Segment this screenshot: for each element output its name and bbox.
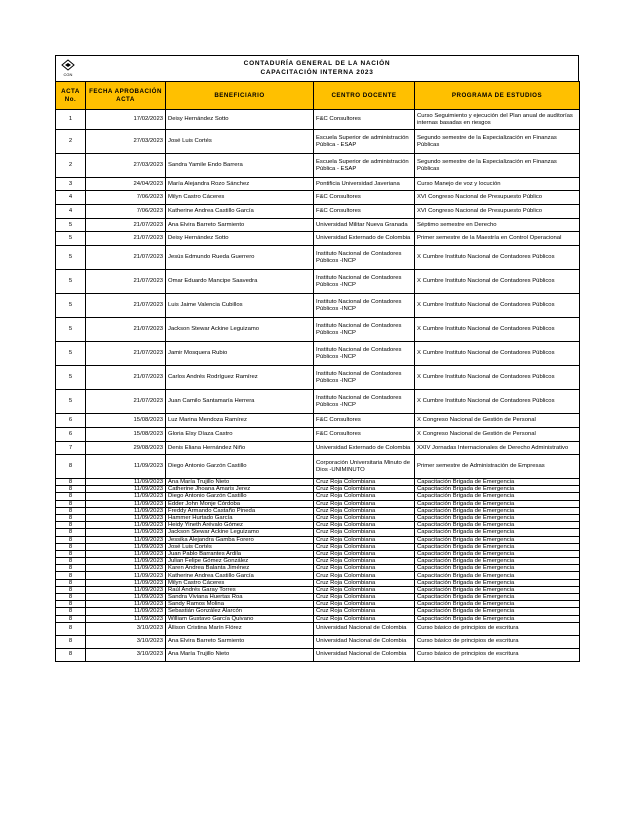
- cell-programa: Capacitación Brigada de Emergencia: [415, 500, 580, 507]
- cell-beneficiario: Deisy Hernández Sotto: [166, 110, 314, 130]
- title-line-2: CAPACITACIÓN INTERNA 2023: [260, 69, 374, 76]
- cell-acta: 8: [56, 550, 86, 557]
- table-row: [56, 543, 580, 550]
- table-row: [56, 514, 580, 521]
- cell-centro-docente: Cruz Roja Colombiana: [314, 586, 415, 593]
- cell-beneficiario: Raúl Andrés Garay Torres: [166, 586, 314, 593]
- table-row: [56, 219, 580, 232]
- cell-centro-docente: Cruz Roja Colombiana: [314, 615, 415, 622]
- cell-programa: Primer semestre de la Maestría en Control Operacional: [415, 232, 580, 246]
- cell-centro-docente: Corporación Universitaria Minuto de Dios -UNIMINUTO: [314, 455, 415, 479]
- cell-beneficiario: Ana Elvira Barreto Sarmiento: [166, 219, 314, 232]
- cell-beneficiario: Ana María Trujillo Nieto: [166, 648, 314, 661]
- cell-fecha: 7/06/2023: [86, 191, 166, 205]
- cell-beneficiario: Diego Antonio Garzón Castillo: [166, 455, 314, 479]
- cell-fecha: 21/07/2023: [86, 270, 166, 294]
- cell-fecha: 21/07/2023: [86, 294, 166, 318]
- title-line-1: CONTADURÍA GENERAL DE LA NACIÓN: [243, 60, 391, 67]
- cell-centro-docente: Universidad Nacional de Colombia: [314, 635, 415, 648]
- cell-centro-docente: Universidad Externado de Colombia: [314, 232, 415, 246]
- table-row: [56, 635, 580, 648]
- table-row: [56, 428, 580, 442]
- table-row: [56, 522, 580, 529]
- cell-fecha: 15/08/2023: [86, 428, 166, 442]
- cell-programa: Capacitación Brigada de Emergencia: [415, 608, 580, 615]
- cell-beneficiario: Heidy Yineth Arévalo Gómez: [166, 522, 314, 529]
- cell-fecha: 11/09/2023: [86, 572, 166, 579]
- cell-centro-docente: Pontificia Universidad Javeriana: [314, 178, 415, 191]
- cell-programa: Curso Manejo de voz y locución: [415, 178, 580, 191]
- cell-beneficiario: Edder John Monje Córdoba: [166, 500, 314, 507]
- cell-acta: 8: [56, 594, 86, 601]
- cell-beneficiario: William Gustavo García Quivano: [166, 615, 314, 622]
- cell-beneficiario: Catherine Jhoana Amaris Jerez: [166, 486, 314, 493]
- cell-programa: Capacitación Brigada de Emergencia: [415, 550, 580, 557]
- table-row: [56, 493, 580, 500]
- cell-centro-docente: Cruz Roja Colombiana: [314, 558, 415, 565]
- cell-centro-docente: F&C Consultores: [314, 191, 415, 205]
- cell-acta: 2: [56, 154, 86, 178]
- cell-fecha: 11/09/2023: [86, 514, 166, 521]
- cell-acta: 8: [56, 486, 86, 493]
- cell-programa: Capacitación Brigada de Emergencia: [415, 507, 580, 514]
- table-row: [56, 622, 580, 635]
- cell-beneficiario: José Luis Cortés: [166, 543, 314, 550]
- cell-beneficiario: Jesús Edmundo Rueda Guerrero: [166, 246, 314, 270]
- cell-beneficiario: Sandy Ramos Molina: [166, 601, 314, 608]
- cell-beneficiario: Freddy Armando Castaño Pineda: [166, 507, 314, 514]
- cell-acta: 8: [56, 608, 86, 615]
- cell-centro-docente: Universidad Externado de Colombia: [314, 442, 415, 455]
- cell-acta: 5: [56, 232, 86, 246]
- cell-programa: Capacitación Brigada de Emergencia: [415, 572, 580, 579]
- cell-acta: 5: [56, 270, 86, 294]
- cell-programa: Capacitación Brigada de Emergencia: [415, 536, 580, 543]
- cell-programa: Séptimo semestre en Derecho: [415, 219, 580, 232]
- cell-beneficiario: Ana Elvira Barreto Sarmiento: [166, 635, 314, 648]
- cell-fecha: 3/10/2023: [86, 635, 166, 648]
- cell-fecha: 29/08/2023: [86, 442, 166, 455]
- cell-fecha: 21/07/2023: [86, 342, 166, 366]
- cell-programa: Capacitación Brigada de Emergencia: [415, 594, 580, 601]
- cgn-logo: [60, 59, 76, 77]
- cell-beneficiario: Jackson Stewar Ackine Leguizamo: [166, 529, 314, 536]
- cell-acta: 8: [56, 635, 86, 648]
- cell-fecha: 11/09/2023: [86, 594, 166, 601]
- cell-programa: Capacitación Brigada de Emergencia: [415, 543, 580, 550]
- cell-acta: 8: [56, 493, 86, 500]
- cell-centro-docente: Escuela Superior de administración Pública - ESAP: [314, 130, 415, 154]
- cell-acta: 8: [56, 514, 86, 521]
- cell-programa: X Congreso Nacional de Gestión de Personal: [415, 414, 580, 428]
- cell-fecha: 11/09/2023: [86, 543, 166, 550]
- header-programa: PROGRAMA DE ESTUDIOS: [415, 82, 580, 110]
- cell-beneficiario: María Alejandra Rozo Sánchez: [166, 178, 314, 191]
- cell-programa: X Congreso Nacional de Gestión de Personal: [415, 428, 580, 442]
- cell-programa: XVI Congreso Nacional de Presupuesto Público: [415, 205, 580, 219]
- cell-programa: X Cumbre Instituto Nacional de Contadores Públicos: [415, 294, 580, 318]
- cell-programa: Capacitación Brigada de Emergencia: [415, 529, 580, 536]
- table-row: [56, 390, 580, 414]
- report-sheet: [55, 55, 579, 662]
- cell-programa: X Cumbre Instituto Nacional de Contadores Públicos: [415, 270, 580, 294]
- table-row: [56, 455, 580, 479]
- cell-acta: 5: [56, 318, 86, 342]
- cell-beneficiario: Katherine Andrea Castillo García: [166, 572, 314, 579]
- table-row: [56, 536, 580, 543]
- cell-centro-docente: Escuela Superior de administración Pública - ESAP: [314, 154, 415, 178]
- cell-acta: 5: [56, 390, 86, 414]
- cell-centro-docente: Instituto Nacional de Contadores Públicos -INCP: [314, 294, 415, 318]
- cell-acta: 5: [56, 342, 86, 366]
- cell-centro-docente: F&C Consultores: [314, 428, 415, 442]
- cell-centro-docente: Instituto Nacional de Contadores Públicos -INCP: [314, 342, 415, 366]
- cell-programa: Curso Seguimiento y ejecución del Plan anual de auditorías internas basadas en riesgos: [415, 110, 580, 130]
- table-row: [56, 565, 580, 572]
- cell-programa: Curso básico de principios de escritura: [415, 635, 580, 648]
- cell-acta: 5: [56, 294, 86, 318]
- cell-fecha: 11/09/2023: [86, 500, 166, 507]
- cell-acta: 5: [56, 246, 86, 270]
- cell-programa: Curso básico de principios de escritura: [415, 648, 580, 661]
- cell-acta: 8: [56, 529, 86, 536]
- cell-programa: Capacitación Brigada de Emergencia: [415, 586, 580, 593]
- table-row: [56, 110, 580, 130]
- cell-acta: 8: [56, 543, 86, 550]
- cell-beneficiario: Carlos Andrés Rodríguez Ramírez: [166, 366, 314, 390]
- table-row: [56, 648, 580, 661]
- cell-fecha: 11/09/2023: [86, 455, 166, 479]
- cell-acta: 6: [56, 414, 86, 428]
- cell-programa: Primer semestre de Administración de Empresas: [415, 455, 580, 479]
- cell-acta: 8: [56, 522, 86, 529]
- cell-fecha: 11/09/2023: [86, 579, 166, 586]
- cell-centro-docente: Cruz Roja Colombiana: [314, 507, 415, 514]
- table-row: [56, 414, 580, 428]
- cell-centro-docente: Universidad Nacional de Colombia: [314, 648, 415, 661]
- cell-programa: Capacitación Brigada de Emergencia: [415, 601, 580, 608]
- cell-beneficiario: Hammer Hurtado García: [166, 514, 314, 521]
- table-row: [56, 507, 580, 514]
- cell-centro-docente: F&C Consultores: [314, 414, 415, 428]
- cell-acta: 8: [56, 601, 86, 608]
- cell-acta: 5: [56, 219, 86, 232]
- cell-acta: 8: [56, 479, 86, 486]
- cell-acta: 5: [56, 366, 86, 390]
- cell-beneficiario: Jackson Stewar Ackine Leguizamo: [166, 318, 314, 342]
- cell-fecha: 11/09/2023: [86, 601, 166, 608]
- cell-beneficiario: Juan Pablo Barrantes Ardila: [166, 550, 314, 557]
- header-centro-docente: CENTRO DOCENTE: [314, 82, 415, 110]
- table-row: [56, 294, 580, 318]
- cell-fecha: 11/09/2023: [86, 529, 166, 536]
- table-row: [56, 594, 580, 601]
- cell-acta: 8: [56, 615, 86, 622]
- header-acta: ACTA No.: [56, 82, 86, 110]
- cell-programa: X Cumbre Instituto Nacional de Contadores Públicos: [415, 318, 580, 342]
- cell-programa: XXIV Jornadas Internacionales de Derecho Administrativo: [415, 442, 580, 455]
- cell-centro-docente: Cruz Roja Colombiana: [314, 608, 415, 615]
- table-row: [56, 486, 580, 493]
- cell-beneficiario: Sandra Viviana Huertas Roa: [166, 594, 314, 601]
- table-row: [56, 442, 580, 455]
- cell-acta: 8: [56, 558, 86, 565]
- cell-acta: 6: [56, 428, 86, 442]
- cell-acta: 8: [56, 579, 86, 586]
- cell-acta: 8: [56, 507, 86, 514]
- table-row: [56, 558, 580, 565]
- cell-acta: 1: [56, 110, 86, 130]
- cell-programa: Capacitación Brigada de Emergencia: [415, 514, 580, 521]
- cell-beneficiario: Sebastián González Alarcón: [166, 608, 314, 615]
- table-row: [56, 550, 580, 557]
- cell-acta: 2: [56, 130, 86, 154]
- table-row: [56, 579, 580, 586]
- cell-fecha: 24/04/2023: [86, 178, 166, 191]
- table-row: [56, 608, 580, 615]
- cell-programa: Capacitación Brigada de Emergencia: [415, 493, 580, 500]
- cell-acta: 8: [56, 565, 86, 572]
- table-row: [56, 615, 580, 622]
- cell-fecha: 11/09/2023: [86, 608, 166, 615]
- cell-fecha: 11/09/2023: [86, 550, 166, 557]
- cell-fecha: 21/07/2023: [86, 318, 166, 342]
- cell-programa: Curso básico de principios de escritura: [415, 622, 580, 635]
- cell-centro-docente: Instituto Nacional de Contadores Públicos -INCP: [314, 270, 415, 294]
- table-row: [56, 270, 580, 294]
- cell-centro-docente: Cruz Roja Colombiana: [314, 529, 415, 536]
- cell-beneficiario: Milyn Castro Cáceres: [166, 579, 314, 586]
- cell-centro-docente: Instituto Nacional de Contadores Públicos -INCP: [314, 390, 415, 414]
- cell-acta: 8: [56, 648, 86, 661]
- cell-beneficiario: Juan Camilo Santamaría Herrera: [166, 390, 314, 414]
- table-row: [56, 366, 580, 390]
- cell-beneficiario: Milyn Castro Cáceres: [166, 191, 314, 205]
- table-row: [56, 232, 580, 246]
- cell-beneficiario: Jessika Alejandra Gamba Forero: [166, 536, 314, 543]
- cell-fecha: 11/09/2023: [86, 479, 166, 486]
- cell-fecha: 21/07/2023: [86, 232, 166, 246]
- cell-fecha: 11/09/2023: [86, 493, 166, 500]
- cell-acta: 8: [56, 536, 86, 543]
- cell-centro-docente: Cruz Roja Colombiana: [314, 486, 415, 493]
- cell-fecha: 3/10/2023: [86, 648, 166, 661]
- cell-fecha: 7/06/2023: [86, 205, 166, 219]
- table-row: [56, 342, 580, 366]
- cell-centro-docente: Instituto Nacional de Contadores Públicos -INCP: [314, 246, 415, 270]
- cell-acta: 8: [56, 586, 86, 593]
- cell-acta: 7: [56, 442, 86, 455]
- cell-acta: 8: [56, 622, 86, 635]
- cell-centro-docente: Cruz Roja Colombiana: [314, 522, 415, 529]
- cell-fecha: 15/08/2023: [86, 414, 166, 428]
- cell-beneficiario: Diego Antonio Garzón Castillo: [166, 493, 314, 500]
- cell-programa: Capacitación Brigada de Emergencia: [415, 565, 580, 572]
- cell-acta: 3: [56, 178, 86, 191]
- cell-beneficiario: Jamir Mosquera Rubio: [166, 342, 314, 366]
- cell-beneficiario: Karen Andrea Balanta Jiménez: [166, 565, 314, 572]
- cell-beneficiario: Katherine Andrea Castillo García: [166, 205, 314, 219]
- cell-programa: XVI Congreso Nacional de Presupuesto Público: [415, 191, 580, 205]
- cell-fecha: 11/09/2023: [86, 558, 166, 565]
- cell-acta: 8: [56, 500, 86, 507]
- cell-acta: 8: [56, 572, 86, 579]
- cell-centro-docente: F&C Consultores: [314, 205, 415, 219]
- cell-programa: X Cumbre Instituto Nacional de Contadores Públicos: [415, 366, 580, 390]
- cell-fecha: 27/03/2023: [86, 130, 166, 154]
- table-row: [56, 246, 580, 270]
- table-row: [56, 318, 580, 342]
- cell-centro-docente: Cruz Roja Colombiana: [314, 594, 415, 601]
- cell-fecha: 21/07/2023: [86, 390, 166, 414]
- cell-centro-docente: Cruz Roja Colombiana: [314, 565, 415, 572]
- table-row: [56, 130, 580, 154]
- cell-programa: Segundo semestre de la Especialización en Finanzas Públicas: [415, 154, 580, 178]
- cell-acta: 4: [56, 191, 86, 205]
- cell-fecha: 11/09/2023: [86, 615, 166, 622]
- cell-programa: Segundo semestre de la Especialización en Finanzas Públicas: [415, 130, 580, 154]
- cell-beneficiario: Sandra Yamile Endo Barrera: [166, 154, 314, 178]
- cell-fecha: 11/09/2023: [86, 507, 166, 514]
- table-row: [56, 205, 580, 219]
- cell-beneficiario: Gloria Elsy Díaza Castro: [166, 428, 314, 442]
- cell-fecha: 11/09/2023: [86, 536, 166, 543]
- table-row: [56, 191, 580, 205]
- cell-programa: X Cumbre Instituto Nacional de Contadores Públicos: [415, 342, 580, 366]
- cell-beneficiario: Luz Marina Mendoza Ramírez: [166, 414, 314, 428]
- cell-centro-docente: Universidad Nacional de Colombia: [314, 622, 415, 635]
- cell-fecha: 11/09/2023: [86, 522, 166, 529]
- table-row: [56, 601, 580, 608]
- cell-centro-docente: Cruz Roja Colombiana: [314, 493, 415, 500]
- report-header: [55, 55, 579, 81]
- table-row: [56, 154, 580, 178]
- cell-centro-docente: Cruz Roja Colombiana: [314, 572, 415, 579]
- cell-centro-docente: Instituto Nacional de Contadores Públicos -INCP: [314, 318, 415, 342]
- table-row: [56, 572, 580, 579]
- cell-beneficiario: Luis Jaime Valencia Cubillos: [166, 294, 314, 318]
- cell-beneficiario: Ällison Cristina Marín Flórez: [166, 622, 314, 635]
- cell-beneficiario: Denis Eliana Hernández Niño: [166, 442, 314, 455]
- header-fecha: FECHA APROBACIÓN ACTA: [86, 82, 166, 110]
- cell-centro-docente: Cruz Roja Colombiana: [314, 550, 415, 557]
- cell-programa: Capacitación Brigada de Emergencia: [415, 479, 580, 486]
- cell-centro-docente: Instituto Nacional de Contadores Públicos -INCP: [314, 366, 415, 390]
- cell-programa: Capacitación Brigada de Emergencia: [415, 579, 580, 586]
- cell-programa: Capacitación Brigada de Emergencia: [415, 615, 580, 622]
- cell-centro-docente: Cruz Roja Colombiana: [314, 514, 415, 521]
- cell-fecha: 11/09/2023: [86, 565, 166, 572]
- cell-fecha: 11/09/2023: [86, 486, 166, 493]
- logo-text: CGN: [63, 72, 73, 77]
- cell-beneficiario: José Luis Cortés: [166, 130, 314, 154]
- cell-centro-docente: Cruz Roja Colombiana: [314, 601, 415, 608]
- cell-centro-docente: Cruz Roja Colombiana: [314, 536, 415, 543]
- cell-beneficiario: Deisy Hernández Sotto: [166, 232, 314, 246]
- table-row: [56, 500, 580, 507]
- table-row: [56, 479, 580, 486]
- cell-centro-docente: F&C Consultores: [314, 110, 415, 130]
- cell-fecha: 11/09/2023: [86, 586, 166, 593]
- cell-programa: X Cumbre Instituto Nacional de Contadores Públicos: [415, 246, 580, 270]
- table-row: [56, 178, 580, 191]
- cell-fecha: 21/07/2023: [86, 246, 166, 270]
- cell-fecha: 21/07/2023: [86, 219, 166, 232]
- cell-programa: Capacitación Brigada de Emergencia: [415, 522, 580, 529]
- cell-beneficiario: Ana María Trujillo Nieto: [166, 479, 314, 486]
- cell-centro-docente: Cruz Roja Colombiana: [314, 479, 415, 486]
- cell-fecha: 17/02/2023: [86, 110, 166, 130]
- header-beneficiario: BENEFICIARIO: [166, 82, 314, 110]
- cell-fecha: 21/07/2023: [86, 366, 166, 390]
- training-table: [55, 81, 580, 662]
- cell-centro-docente: Universidad Militar Nueva Granada: [314, 219, 415, 232]
- cell-beneficiario: Omar Eduardo Mancipe Saavedra: [166, 270, 314, 294]
- table-body: [56, 110, 580, 662]
- cell-centro-docente: Cruz Roja Colombiana: [314, 500, 415, 507]
- cell-programa: X Cumbre Instituto Nacional de Contadores Públicos: [415, 390, 580, 414]
- cell-centro-docente: Cruz Roja Colombiana: [314, 579, 415, 586]
- cell-centro-docente: Cruz Roja Colombiana: [314, 543, 415, 550]
- table-row: [56, 529, 580, 536]
- table-header-row: [56, 82, 580, 110]
- cell-acta: 8: [56, 455, 86, 479]
- cell-acta: 4: [56, 205, 86, 219]
- cell-fecha: 3/10/2023: [86, 622, 166, 635]
- table-row: [56, 586, 580, 593]
- cell-programa: Capacitación Brigada de Emergencia: [415, 486, 580, 493]
- cell-fecha: 27/03/2023: [86, 154, 166, 178]
- cell-programa: Capacitación Brigada de Emergencia: [415, 558, 580, 565]
- cell-beneficiario: Julian Felipe Gómez González: [166, 558, 314, 565]
- report-title: [56, 56, 578, 77]
